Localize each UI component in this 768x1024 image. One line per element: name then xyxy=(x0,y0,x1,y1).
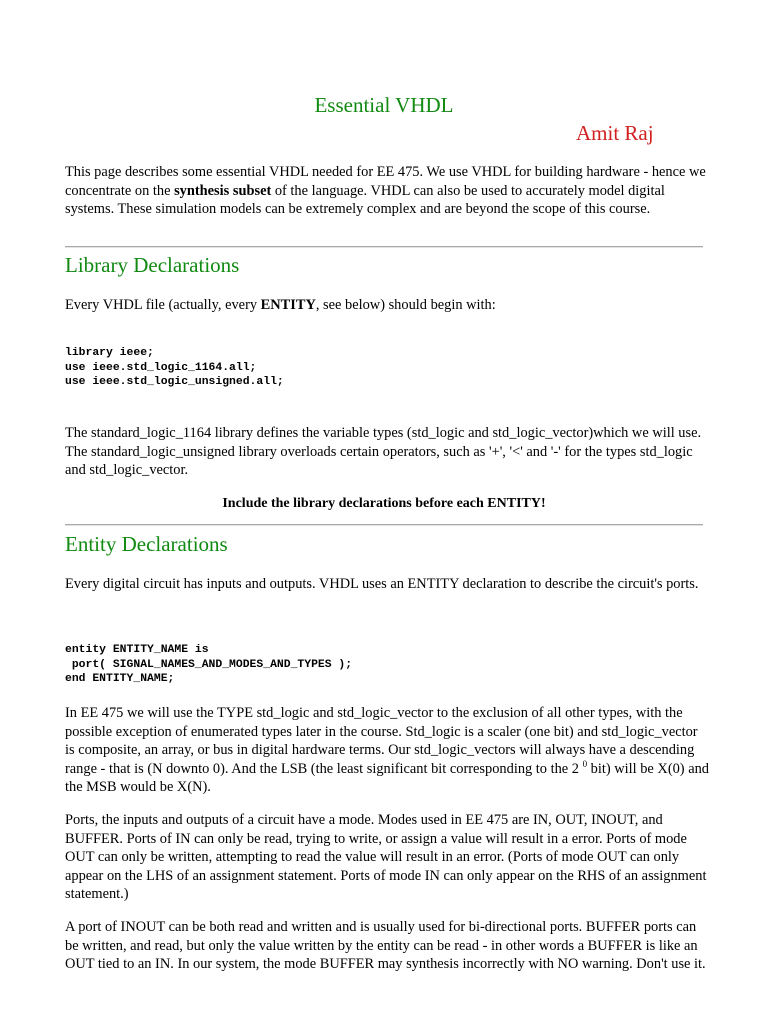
code-line: use ieee.std_logic_1164.all; xyxy=(65,361,257,374)
inout-paragraph: A port of INOUT can be both read and written and is usually used for bi-directional ports. BUFFER ports can be written, and read, but only the value written by the entity can be read - in other words a BUFFER is like an OUT tied to an IN. In our system, the mode BUFFER may synthesis incorrectly with NO warning. Don't use it. xyxy=(65,919,706,973)
library-lead-bold: ENTITY xyxy=(260,297,316,313)
entity-lead-paragraph: Every digital circuit has inputs and outputs. VHDL uses an ENTITY declaration to describe the circuit's ports. xyxy=(65,576,699,592)
types-text-a: In EE 475 we will use the TYPE std_logic and std_logic_vector to the exclusion of all other types, with the possible exception of enumerated types later in the course. Std_logic is a scaler (one bit) and std_logic_vector is composite, an array, or bus in digital hardware terms. Our std_logic_vectors will always have a descending range - that is (N downto 0). And the LSB (the least significant bit corresponding to the 2 xyxy=(65,705,698,777)
section-divider xyxy=(65,524,703,526)
types-text-b: bit) will be X(0) and the MSB would be X(N). xyxy=(65,760,709,796)
types-superscript: 0 xyxy=(582,758,588,769)
code-line: entity ENTITY_NAME is xyxy=(65,644,209,656)
ports-paragraph: Ports, the inputs and outputs of a circuit have a mode. Modes used in EE 475 are IN, OUT, INOUT, and BUFFER. Ports of IN can only be read, trying to write, or assign a value will result in a error. Ports of mode OUT can only be written, attempting to read the value will result in an error. (Ports of mode OUT can only appear on the LHS of an assignment statement. Ports of mode IN can only appear on the RHS of an assignment statement.) xyxy=(65,812,707,903)
section-divider xyxy=(65,246,703,248)
page-title: Essential VHDL xyxy=(314,93,454,117)
library-lead-paragraph xyxy=(65,296,710,315)
types-paragraph xyxy=(65,704,710,797)
entity-code-block xyxy=(65,643,352,687)
intro-bold-term: synthesis subset xyxy=(174,182,272,199)
library-note: Include the library declarations before each ENTITY! xyxy=(222,496,546,511)
intro-text-a: This page describes some essential VHDL needed for EE 475. We use VHDL for building hardware - hence we concentrate on the xyxy=(65,164,706,199)
intro-text-b: of the language. VHDL can also be used to accurately model digital systems. These simulation models can be extremely complex and are beyond the scope of this course. xyxy=(65,182,665,218)
code-line: library ieee; xyxy=(65,347,154,359)
library-lead-a: Every VHDL file (actually, every xyxy=(65,297,261,313)
library-explain-paragraph: The standard_logic_1164 library defines the variable types (std_logic and std_logic_vector)which we will use. The standard_logic_unsigned library overloads certain operators, such as '+', '<' and '-' for the types std_logic and std_logic_vector. xyxy=(65,425,702,479)
author-name: Amit Raj xyxy=(576,121,654,145)
library-heading: Library Declarations xyxy=(65,253,240,277)
library-lead-b: , see below) should begin with: xyxy=(315,297,496,313)
library-code-block xyxy=(65,346,284,390)
code-line: port( SIGNAL_NAMES_AND_MODES_AND_TYPES ); xyxy=(65,658,353,671)
code-line: end ENTITY_NAME; xyxy=(65,673,175,686)
intro-paragraph xyxy=(65,163,710,219)
code-line: use ieee.std_logic_unsigned.all; xyxy=(65,376,284,389)
entity-heading: Entity Declarations xyxy=(65,532,228,556)
